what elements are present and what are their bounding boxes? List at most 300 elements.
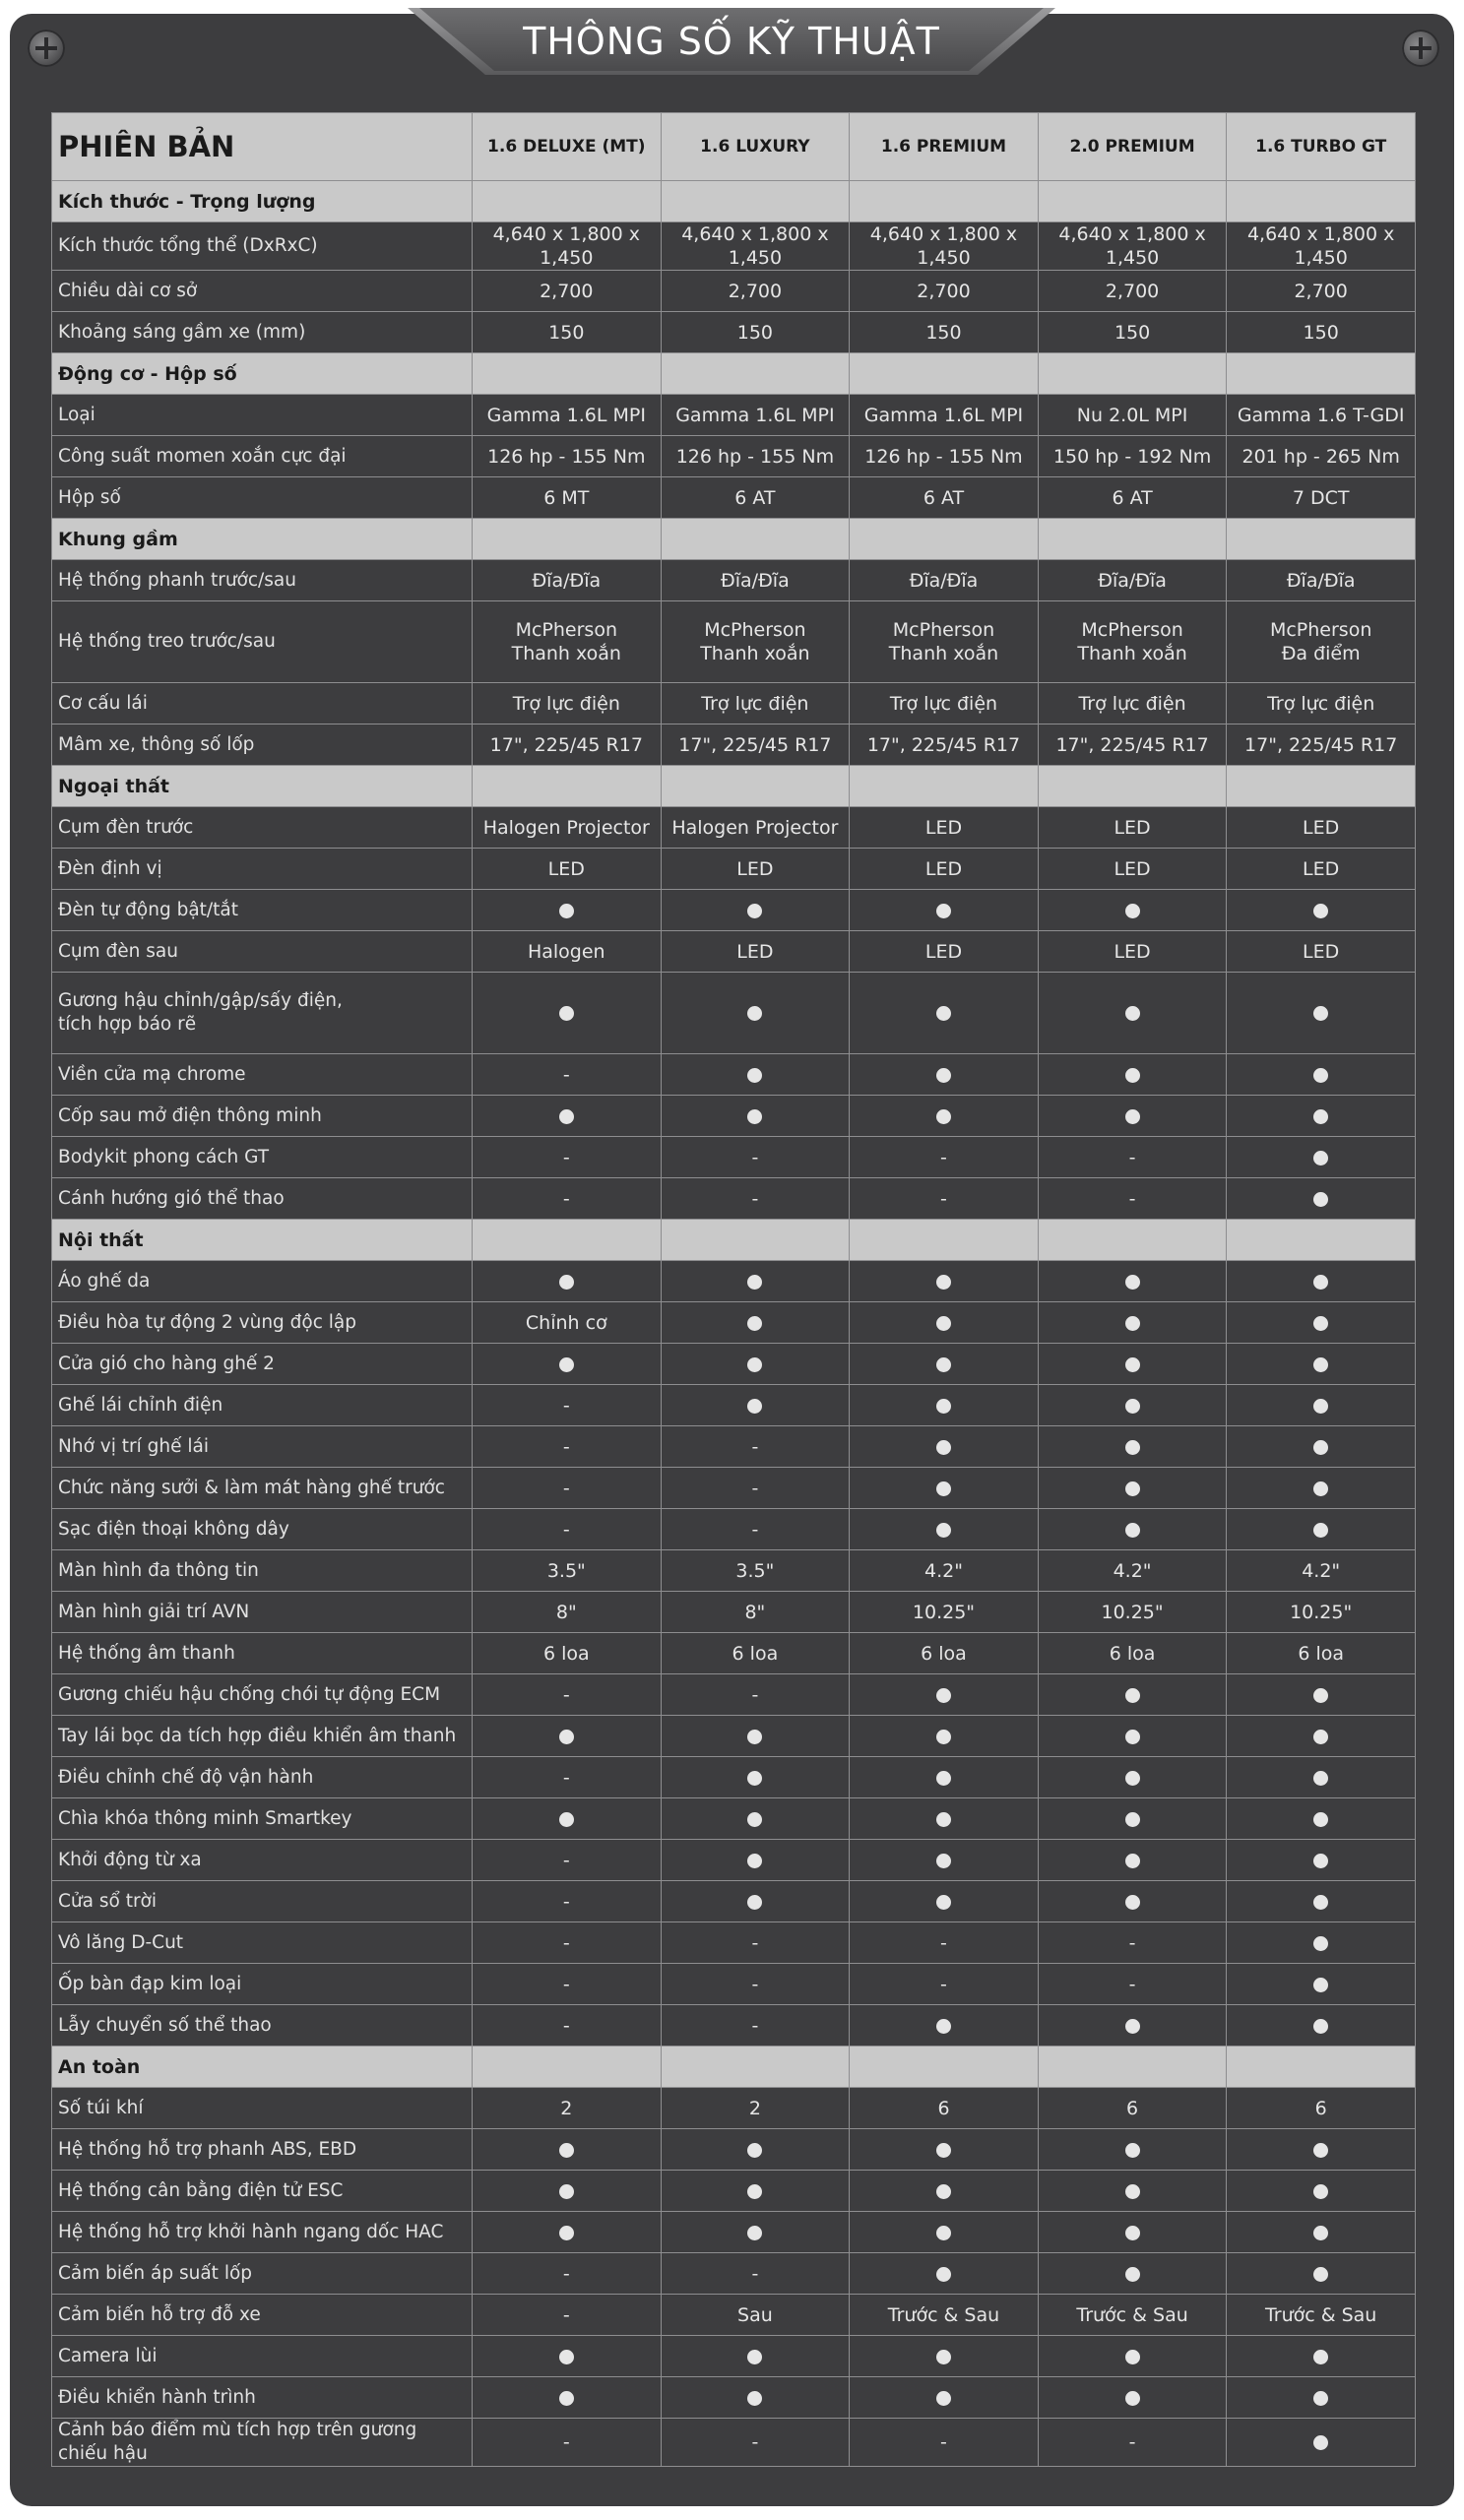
feature-included-dot-icon [1313, 1109, 1328, 1124]
spec-value: - [661, 1137, 850, 1178]
feature-included-dot-icon [747, 2143, 762, 2158]
feature-included-dot-icon [1125, 2226, 1140, 2240]
spec-value: 7 DCT [1227, 477, 1416, 519]
feature-included-dot-icon [1313, 2143, 1328, 2158]
spec-row [52, 2419, 1416, 2467]
spec-value-cell [661, 1261, 850, 1302]
feature-included-dot-icon [559, 1275, 574, 1290]
section-filler-cell [1038, 519, 1227, 560]
section-filler-cell [1038, 1220, 1227, 1261]
spec-value: - [473, 1674, 662, 1716]
spec-value-cell [473, 1261, 662, 1302]
section-title: Kích thước - Trọng lượng [52, 181, 473, 222]
feature-included-dot-icon [747, 1771, 762, 1786]
section-header-row [52, 181, 1416, 222]
feature-included-dot-icon [936, 1895, 951, 1910]
feature-included-dot-icon [747, 1068, 762, 1083]
spec-row [52, 436, 1416, 477]
spec-value-cell [661, 890, 850, 931]
section-header-row [52, 1220, 1416, 1261]
spec-value: 150 [661, 312, 850, 353]
spec-value: 17", 225/45 R17 [1038, 724, 1227, 766]
spec-row [52, 2295, 1416, 2336]
spec-row [52, 1798, 1416, 1840]
spec-value: - [661, 2253, 850, 2295]
spec-value: McPherson Thanh xoắn [1038, 601, 1227, 683]
spec-value: 6 AT [850, 477, 1039, 519]
spec-value: Gamma 1.6L MPI [850, 395, 1039, 436]
feature-included-dot-icon [936, 1481, 951, 1496]
section-filler-cell [1038, 353, 1227, 395]
spec-value: - [473, 1468, 662, 1509]
spec-value: Trợ lực điện [1038, 683, 1227, 724]
spec-value: 2,700 [1227, 271, 1416, 312]
feature-included-dot-icon [1125, 2184, 1140, 2199]
section-filler-cell [661, 2047, 850, 2088]
version-header: 2.0 PREMIUM [1038, 113, 1227, 181]
spec-row [52, 2377, 1416, 2419]
feature-included-dot-icon [559, 904, 574, 918]
spec-value: 8" [661, 1592, 850, 1633]
spec-value: - [1038, 2419, 1227, 2467]
feature-included-dot-icon [1125, 1275, 1140, 1290]
spec-value: 8" [473, 1592, 662, 1633]
spec-value: - [473, 2295, 662, 2336]
spec-row [52, 222, 1416, 271]
feature-included-dot-icon [559, 2143, 574, 2158]
spec-value: - [850, 1137, 1039, 1178]
section-filler-cell [661, 766, 850, 807]
spec-value-cell [1227, 2212, 1416, 2253]
spec-value: - [473, 1881, 662, 1922]
spec-value: - [473, 1964, 662, 2005]
section-header-row [52, 519, 1416, 560]
feature-included-dot-icon [1125, 1399, 1140, 1414]
spec-value-cell [1227, 1798, 1416, 1840]
feature-included-dot-icon [936, 1357, 951, 1372]
spec-label: Điều khiển hành trình [52, 2377, 473, 2419]
spec-label: Loại [52, 395, 473, 436]
section-filler-cell [473, 766, 662, 807]
section-header-row [52, 353, 1416, 395]
spec-label: Mâm xe, thông số lốp [52, 724, 473, 766]
spec-value: - [661, 1922, 850, 1964]
feature-included-dot-icon [747, 2350, 762, 2364]
feature-included-dot-icon [559, 1109, 574, 1124]
section-header-row [52, 766, 1416, 807]
spec-value-cell [473, 973, 662, 1054]
spec-value: 2 [661, 2088, 850, 2129]
feature-included-dot-icon [936, 2143, 951, 2158]
feature-included-dot-icon [1125, 2391, 1140, 2406]
spec-value: LED [850, 931, 1039, 973]
spec-row [52, 1509, 1416, 1550]
spec-value: LED [661, 931, 850, 973]
spec-value-cell [1038, 1426, 1227, 1468]
spec-value: 150 [1227, 312, 1416, 353]
feature-included-dot-icon [936, 2267, 951, 2282]
spec-row [52, 1674, 1416, 1716]
spec-value-cell [1038, 2129, 1227, 2171]
section-title: Ngoại thất [52, 766, 473, 807]
feature-included-dot-icon [747, 1109, 762, 1124]
spec-value: LED [661, 849, 850, 890]
spec-value-cell [661, 1344, 850, 1385]
section-filler-cell [1227, 519, 1416, 560]
spec-value: - [850, 1922, 1039, 1964]
spec-value-cell [1038, 1840, 1227, 1881]
feature-included-dot-icon [1125, 1316, 1140, 1331]
spec-value-cell [1038, 2171, 1227, 2212]
section-filler-cell [1038, 181, 1227, 222]
spec-value: 150 hp - 192 Nm [1038, 436, 1227, 477]
spec-row [52, 2129, 1416, 2171]
feature-included-dot-icon [747, 904, 762, 918]
spec-value: LED [1038, 931, 1227, 973]
spec-value: 4.2" [1038, 1550, 1227, 1592]
feature-included-dot-icon [1313, 1523, 1328, 1538]
version-header: 1.6 TURBO GT [1227, 113, 1416, 181]
spec-row [52, 2088, 1416, 2129]
feature-included-dot-icon [559, 2391, 574, 2406]
spec-value: - [473, 1922, 662, 1964]
spec-label: Hệ thống treo trước/sau [52, 601, 473, 683]
spec-label: Cảnh báo điểm mù tích hợp trên gương chiếu hậu [52, 2419, 473, 2467]
spec-table [51, 112, 1416, 2467]
feature-included-dot-icon [936, 1812, 951, 1827]
spec-value: - [661, 1509, 850, 1550]
feature-included-dot-icon [1313, 1151, 1328, 1166]
spec-value: 6 MT [473, 477, 662, 519]
spec-row [52, 1261, 1416, 1302]
section-header-row [52, 2047, 1416, 2088]
spec-label: Chức năng sưởi & làm mát hàng ghế trước [52, 1468, 473, 1509]
feature-included-dot-icon [1125, 1109, 1140, 1124]
feature-included-dot-icon [1313, 1357, 1328, 1372]
feature-included-dot-icon [1313, 1481, 1328, 1496]
feature-included-dot-icon [1313, 1316, 1328, 1331]
spec-value-cell [1227, 1509, 1416, 1550]
spec-label: Cửa gió cho hàng ghế 2 [52, 1344, 473, 1385]
feature-included-dot-icon [936, 1854, 951, 1868]
feature-included-dot-icon [1313, 1192, 1328, 1207]
feature-included-dot-icon [936, 2226, 951, 2240]
spec-value-cell [473, 1798, 662, 1840]
spec-value: McPherson Thanh xoắn [661, 601, 850, 683]
spec-value: - [473, 2419, 662, 2467]
spec-value-cell [1038, 1302, 1227, 1344]
feature-included-dot-icon [747, 1275, 762, 1290]
feature-included-dot-icon [1125, 1895, 1140, 1910]
feature-included-dot-icon [1313, 1895, 1328, 1910]
spec-value: Đĩa/Đĩa [473, 560, 662, 601]
spec-value: McPherson Thanh xoắn [473, 601, 662, 683]
spec-label: Tay lái bọc da tích hợp điều khiển âm thanh [52, 1716, 473, 1757]
spec-value-cell [1227, 1261, 1416, 1302]
screw-top-right-icon [1402, 30, 1439, 67]
spec-value: Đĩa/Đĩa [850, 560, 1039, 601]
feature-included-dot-icon [1313, 2267, 1328, 2282]
spec-label: Hệ thống cân bằng điện tử ESC [52, 2171, 473, 2212]
spec-value-cell [661, 1757, 850, 1798]
spec-value-cell [473, 2171, 662, 2212]
spec-label: Camera lùi [52, 2336, 473, 2377]
spec-value-cell [1227, 1922, 1416, 1964]
spec-label: Cửa sổ trời [52, 1881, 473, 1922]
spec-value: 2,700 [850, 271, 1039, 312]
spec-value-cell [850, 2377, 1039, 2419]
spec-label: Đèn định vị [52, 849, 473, 890]
spec-value-cell [1038, 1716, 1227, 1757]
spec-value: - [473, 1840, 662, 1881]
spec-label: Màn hình đa thông tin [52, 1550, 473, 1592]
spec-row [52, 1922, 1416, 1964]
spec-value: Trước & Sau [1227, 2295, 1416, 2336]
spec-row [52, 1426, 1416, 1468]
spec-label: Cảm biến hỗ trợ đỗ xe [52, 2295, 473, 2336]
spec-row [52, 849, 1416, 890]
spec-row [52, 1633, 1416, 1674]
feature-included-dot-icon [1313, 1812, 1328, 1827]
spec-value: LED [1227, 807, 1416, 849]
section-filler-cell [1038, 2047, 1227, 2088]
spec-value-cell [850, 1674, 1039, 1716]
spec-value: - [661, 2005, 850, 2047]
feature-included-dot-icon [1125, 1730, 1140, 1744]
feature-included-dot-icon [747, 1399, 762, 1414]
spec-row [52, 1550, 1416, 1592]
spec-value-cell [1227, 2005, 1416, 2047]
spec-row [52, 1054, 1416, 1096]
feature-included-dot-icon [1313, 2391, 1328, 2406]
feature-included-dot-icon [747, 1316, 762, 1331]
spec-value: - [473, 2005, 662, 2047]
spec-value: 126 hp - 155 Nm [850, 436, 1039, 477]
spec-value: 4.2" [850, 1550, 1039, 1592]
spec-value: Sau [661, 2295, 850, 2336]
spec-value: 2,700 [1038, 271, 1227, 312]
feature-included-dot-icon [1125, 1812, 1140, 1827]
spec-label: Hệ thống hỗ trợ phanh ABS, EBD [52, 2129, 473, 2171]
spec-value-cell [1038, 2253, 1227, 2295]
feature-included-dot-icon [1313, 904, 1328, 918]
spec-value: McPherson Thanh xoắn [850, 601, 1039, 683]
spec-value: Đĩa/Đĩa [1227, 560, 1416, 601]
spec-value: - [473, 1426, 662, 1468]
feature-included-dot-icon [1125, 2143, 1140, 2158]
spec-label: Ốp bàn đạp kim loại [52, 1964, 473, 2005]
spec-value-cell [850, 1385, 1039, 1426]
feature-included-dot-icon [936, 2391, 951, 2406]
spec-value-cell [1038, 973, 1227, 1054]
spec-label: Gương hậu chỉnh/gập/sấy điện, tích hợp báo rẽ [52, 973, 473, 1054]
spec-value: - [473, 1178, 662, 1220]
spec-label: Cụm đèn sau [52, 931, 473, 973]
section-filler-cell [1227, 353, 1416, 395]
section-filler-cell [850, 519, 1039, 560]
spec-value: - [1038, 1178, 1227, 1220]
spec-value: - [1038, 1137, 1227, 1178]
feature-included-dot-icon [936, 1523, 951, 1538]
spec-label: Hộp số [52, 477, 473, 519]
feature-included-dot-icon [1313, 1006, 1328, 1021]
spec-label: Kích thước tổng thể (DxRxC) [52, 222, 473, 271]
spec-value-cell [661, 2212, 850, 2253]
spec-label: Điều chỉnh chế độ vận hành [52, 1757, 473, 1798]
section-filler-cell [661, 519, 850, 560]
spec-label: Hệ thống phanh trước/sau [52, 560, 473, 601]
feature-included-dot-icon [1313, 2184, 1328, 2199]
spec-value-cell [1038, 1881, 1227, 1922]
spec-row [52, 890, 1416, 931]
spec-label: Sạc điện thoại không dây [52, 1509, 473, 1550]
spec-value: Halogen [473, 931, 662, 973]
spec-value: 4,640 x 1,800 x 1,450 [1038, 222, 1227, 271]
feature-included-dot-icon [936, 1006, 951, 1021]
feature-included-dot-icon [936, 1730, 951, 1744]
feature-included-dot-icon [559, 1730, 574, 1744]
section-filler-cell [473, 353, 662, 395]
spec-value: 126 hp - 155 Nm [661, 436, 850, 477]
spec-row [52, 312, 1416, 353]
spec-value: 6 loa [1038, 1633, 1227, 1674]
section-filler-cell [473, 2047, 662, 2088]
section-filler-cell [661, 1220, 850, 1261]
spec-value: 150 [473, 312, 662, 353]
feature-included-dot-icon [936, 1109, 951, 1124]
header-label: PHIÊN BẢN [52, 113, 473, 181]
spec-value: 3.5" [473, 1550, 662, 1592]
spec-value-cell [661, 1840, 850, 1881]
spec-value-cell [661, 1302, 850, 1344]
spec-label: Điều hòa tự động 2 vùng độc lập [52, 1302, 473, 1344]
spec-value-cell [661, 1881, 850, 1922]
feature-included-dot-icon [747, 2184, 762, 2199]
spec-value: - [473, 1385, 662, 1426]
feature-included-dot-icon [936, 1399, 951, 1414]
spec-value-cell [850, 2253, 1039, 2295]
spec-row [52, 1468, 1416, 1509]
section-title: Nội thất [52, 1220, 473, 1261]
spec-value: Trợ lực điện [850, 683, 1039, 724]
feature-included-dot-icon [1313, 1978, 1328, 1992]
spec-label: Lẫy chuyển số thể thao [52, 2005, 473, 2047]
spec-value: 6 loa [850, 1633, 1039, 1674]
spec-value-cell [850, 2336, 1039, 2377]
spec-label: Màn hình giải trí AVN [52, 1592, 473, 1633]
spec-value: 4,640 x 1,800 x 1,450 [661, 222, 850, 271]
spec-value-cell [473, 890, 662, 931]
spec-value: Halogen Projector [661, 807, 850, 849]
spec-value: LED [473, 849, 662, 890]
spec-value: - [850, 1178, 1039, 1220]
spec-row [52, 2005, 1416, 2047]
spec-label: Hệ thống hỗ trợ khởi hành ngang dốc HAC [52, 2212, 473, 2253]
spec-label: Công suất momen xoắn cực đại [52, 436, 473, 477]
feature-included-dot-icon [936, 1688, 951, 1703]
feature-included-dot-icon [1313, 2019, 1328, 2034]
section-filler-cell [1227, 181, 1416, 222]
spec-row [52, 1096, 1416, 1137]
spec-row [52, 1881, 1416, 1922]
section-title: Khung gầm [52, 519, 473, 560]
spec-value-cell [473, 2212, 662, 2253]
feature-included-dot-icon [1125, 1481, 1140, 1496]
spec-value: - [473, 1757, 662, 1798]
spec-value: Nu 2.0L MPI [1038, 395, 1227, 436]
spec-value: 150 [1038, 312, 1227, 353]
spec-value-cell [1227, 1674, 1416, 1716]
spec-value-cell [1227, 1096, 1416, 1137]
spec-value: 10.25" [1227, 1592, 1416, 1633]
spec-label: Số túi khí [52, 2088, 473, 2129]
spec-value: - [473, 1137, 662, 1178]
feature-included-dot-icon [1125, 1854, 1140, 1868]
feature-included-dot-icon [747, 2391, 762, 2406]
section-filler-cell [473, 519, 662, 560]
spec-value-cell [1227, 890, 1416, 931]
spec-value-cell [850, 1757, 1039, 1798]
feature-included-dot-icon [1313, 1771, 1328, 1786]
feature-included-dot-icon [1313, 1275, 1328, 1290]
spec-value-cell [473, 2377, 662, 2419]
spec-value: LED [850, 849, 1039, 890]
spec-row [52, 601, 1416, 683]
spec-value: - [850, 2419, 1039, 2467]
spec-value-cell [1038, 1798, 1227, 1840]
feature-included-dot-icon [747, 1854, 762, 1868]
spec-value-cell [473, 2336, 662, 2377]
spec-value: - [661, 1674, 850, 1716]
spec-value-cell [1038, 2212, 1227, 2253]
spec-row [52, 2212, 1416, 2253]
spec-label: Gương chiếu hậu chống chói tự động ECM [52, 1674, 473, 1716]
spec-row [52, 1716, 1416, 1757]
spec-value-cell [1227, 2419, 1416, 2467]
spec-value-cell [1227, 2336, 1416, 2377]
spec-value-cell [661, 2171, 850, 2212]
feature-included-dot-icon [1125, 1357, 1140, 1372]
spec-value-cell [1227, 2129, 1416, 2171]
spec-value-cell [661, 1054, 850, 1096]
spec-row [52, 1344, 1416, 1385]
spec-value-cell [1038, 2377, 1227, 2419]
spec-value: LED [1227, 931, 1416, 973]
spec-value: - [661, 1426, 850, 1468]
feature-included-dot-icon [1313, 1730, 1328, 1744]
spec-value: 201 hp - 265 Nm [1227, 436, 1416, 477]
spec-value-cell [1227, 1757, 1416, 1798]
feature-included-dot-icon [936, 2184, 951, 2199]
feature-included-dot-icon [1125, 1006, 1140, 1021]
spec-value-cell [1227, 1964, 1416, 2005]
spec-value-cell [1038, 1344, 1227, 1385]
feature-included-dot-icon [936, 1771, 951, 1786]
spec-label: Cảm biến áp suất lốp [52, 2253, 473, 2295]
feature-included-dot-icon [747, 1895, 762, 1910]
spec-value: 10.25" [1038, 1592, 1227, 1633]
spec-value: 6 [1038, 2088, 1227, 2129]
spec-value: 17", 225/45 R17 [661, 724, 850, 766]
section-filler-cell [850, 181, 1039, 222]
spec-value-cell [1038, 1385, 1227, 1426]
spec-value-cell [1227, 1137, 1416, 1178]
spec-value: 17", 225/45 R17 [473, 724, 662, 766]
spec-value-cell [850, 1344, 1039, 1385]
spec-value-cell [1038, 2336, 1227, 2377]
spec-value: Gamma 1.6L MPI [661, 395, 850, 436]
spec-value-cell [850, 2005, 1039, 2047]
